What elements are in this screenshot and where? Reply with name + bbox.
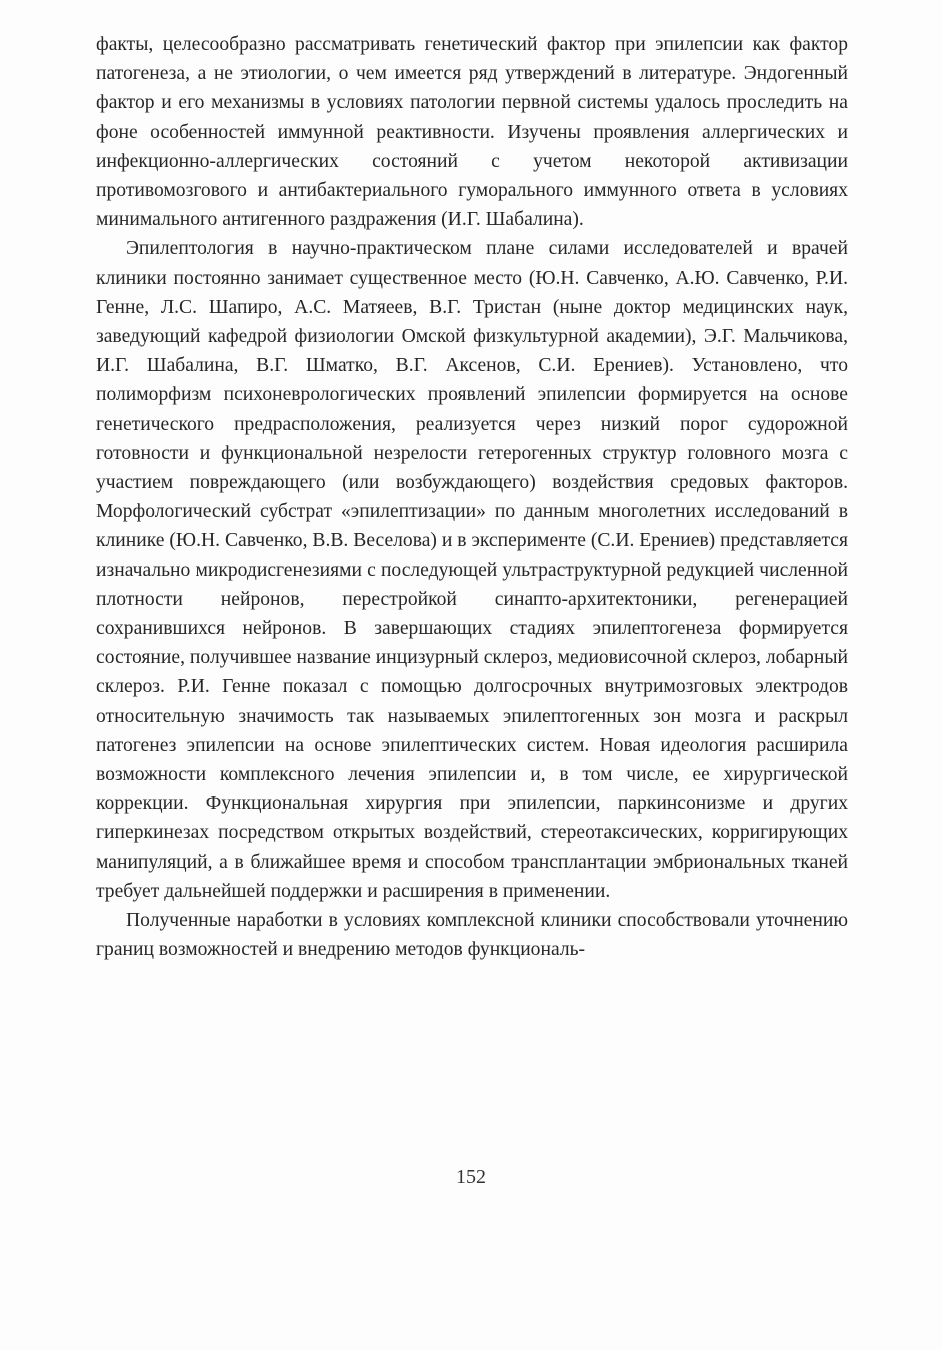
- body-text: [96, 30, 848, 965]
- paragraph-1: факты, целесообразно рассматривать генетический фактор при эпилепсии как фактор патогенеза, а не этиологии, о чем имеется ряд утверждений в литературе. Эндогенный фактор и его механизмы в условиях патологии первной системы удалось проследить на фоне особенностей иммунной реактивности. Изучены проявления аллергических и инфекционно-аллергических состояний с учетом некоторой активизации противомозгового и антибактериального гуморального иммунного ответа в условиях минимального антигенного раздражения (И.Г. Шабалина).: [96, 34, 848, 231]
- page-number: 152: [456, 1166, 486, 1188]
- paragraph-2: Эпилептология в научно-практическом плане силами исследователей и врачей клиники постоянно занимает существенное место (Ю.Н. Савченко, А.Ю. Савченко, Р.И. Генне, Л.С. Шапиро, А.С. Матяеев, В.Г. Тристан (ныне доктор медицинских наук, заведующий кафедрой физиологии Омской физкультурной академии), Э.Г. Мальчикова, И.Г. Шабалина, В.Г. Шматко, В.Г. Аксенов, С.И. Ерениев). Установлено, что полиморфизм психоневрологических проявлений эпилепсии формируется на основе генетического предрасположения, реализуется через низкий порог судорожной готовности и функциональной незрелости гетерогенных структур головного мозга с участием повреждающего (или возбуждающего) воздействия средовых факторов. Морфологический субстрат «эпилептизации» по данным многолетних исследований в клинике (Ю.Н. Савченко, В.В. Веселова) и в эксперименте (С.И. Ерениев) представляется изначально микродисгенезиями с последующей ультраструктурной редукцией численной плотности нейронов, перестройкой синапто-архитектоники, регенерацией сохранившихся нейронов. В завершающих стадиях эпилептогенеза формируется состояние, получившее название инцизурный склероз, медиовисочной склероз, лобарный склероз. Р.И. Генне показал с помощью долгосрочных внутримозговых электродов относительную значимость так называемых эпилептогенных зон мозга и раскрыл патогенез эпилепсии на основе эпилептических систем. Новая идеология расширила возможности комплексного лечения эпилепсии и, в том числе, ее хирургической коррекции. Функциональная хирургия при эпилепсии, паркинсонизме и других гиперкинезах посредством открытых воздействий, стереотаксических, корригирующих манипуляций, а в ближайшее время и способом трансплантации эмбриональных тканей требует дальнейшей поддержки и расширения в применении.: [96, 238, 848, 902]
- paragraph-3: Полученные наработки в условиях комплексной клиники способствовали уточнению границ возможностей и внедрению методов функциональ-: [96, 910, 848, 961]
